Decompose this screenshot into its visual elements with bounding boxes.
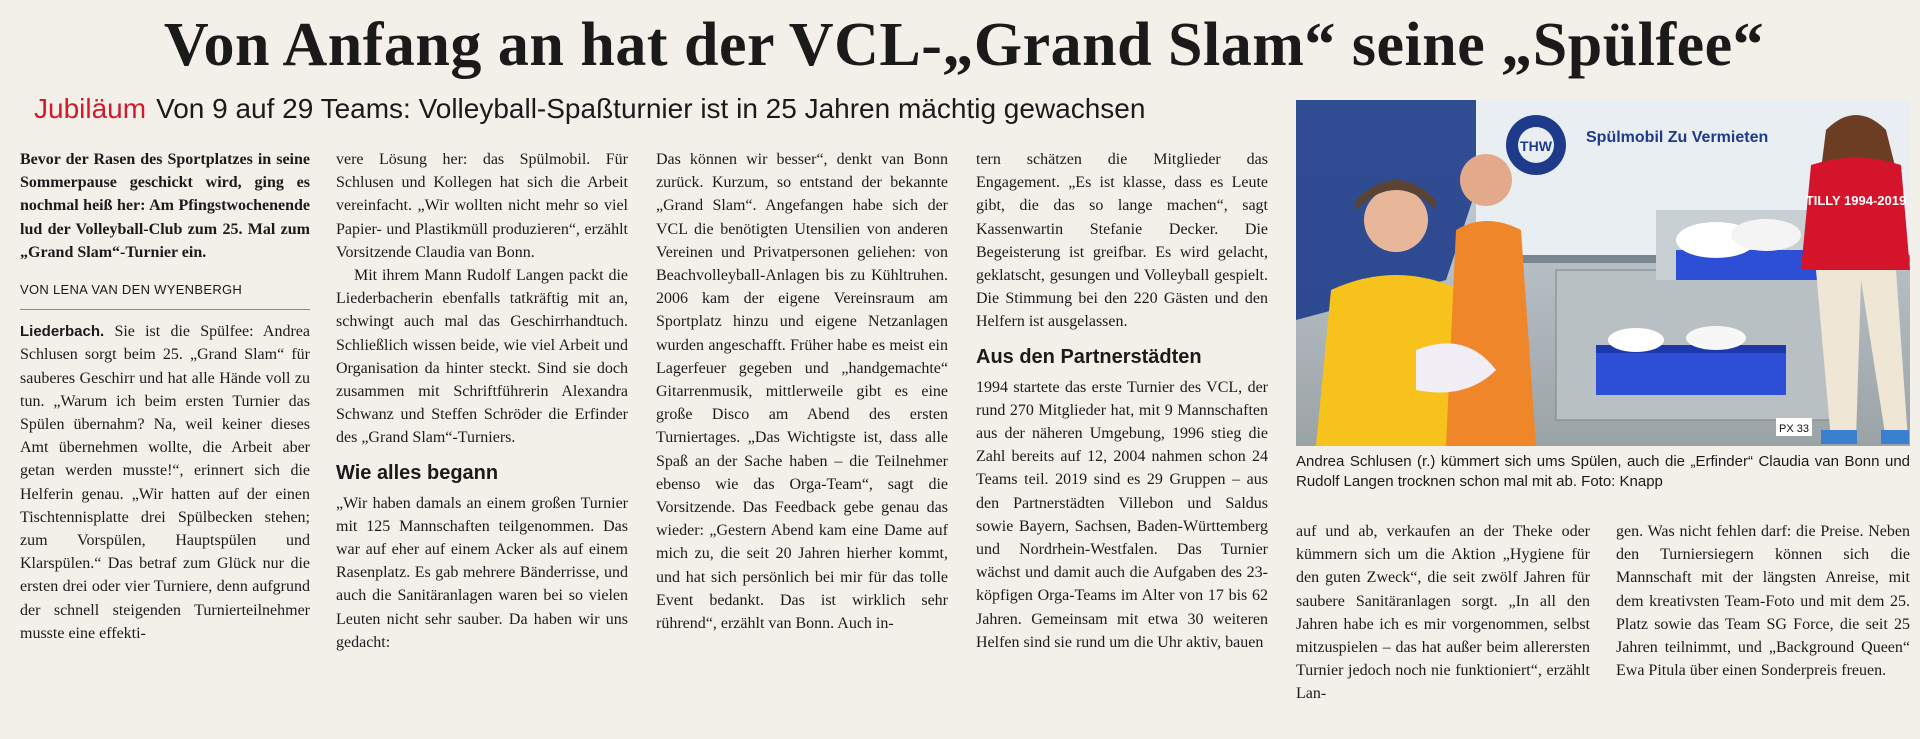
body-text: Sie ist die Spülfee: Andrea Schlusen sorgt beim 25. „Grand Slam“ für sauberes Geschirr und hat alle Hände voll zu tun. „Warum ich beim ersten Turnier das Spülen übernahm? Na, weil keiner dieses Amt übernehmen wollte, die Arbeit aber getan werden musste!“, erinnert sich die Helferin genau. „Wir hatten auf der einen Tischtennisplatte drei Spülbecken stehen; zum Vorspülen, Hauptspülen und Klarspülen.“ Das betraf zum Glück nur die ersten drei oder vier Turniere, denn aufgrund der schnell steigenden Turnierteilnehmer musste eine effekti- <box>20 323 310 642</box>
kicker: Jubiläum <box>34 93 147 124</box>
subline <box>34 92 1414 126</box>
body-paragraph: gen. Was nicht fehlen darf: die Preise. Neben den Turniersiegern können sich die Mannschaft mit der längsten Anreise, mit dem kreativsten Team-Foto und mit dem 25. Platz sowie das Team SG Force, die seit 25 Jahren teilnimmt, und „Background Queen“ Ewa Pitula über einen Sonderpreis freuen. <box>1616 523 1910 680</box>
subline-text: Von 9 auf 29 Teams: Volleyball-Spaßturnier ist in 25 Jahren mächtig gewachsen <box>156 93 1146 124</box>
body-paragraph: vere Lösung her: das Spülmobil. Für Schlusen und Kollegen hat sich die Arbeit vereinfacht. „Wir wollten nicht mehr so viel Papier- und Plastikmüll produzieren“, erzählt Vorsitzende Claudia van Bonn. <box>336 151 628 261</box>
column-3 <box>656 148 948 635</box>
lead-paragraph: Bevor der Rasen des Sportplatzes in seine Sommerpause geschickt wird, ging es nochmal heiß her: Am Pfingstwochenende lud der Volleyball-Club zum 25. Mal zum „Grand Slam“-Turnier ein. <box>20 151 310 261</box>
column-5 <box>1296 520 1590 706</box>
body-paragraph: auf und ab, verkaufen an der Theke oder kümmern sich um die Aktion „Hygiene für den guten Zweck“, die seit zwölf Jahren für saubere Sanitäranlagen sorgt. „In all den Jahren habe ich es mir vorgenommen, selbst mitzuspielen – das hat außer beim allerersten Turnier jedoch noch nie funktioniert“, erzählt Lan- <box>1296 523 1590 703</box>
news-photo <box>1296 100 1910 446</box>
body-paragraph <box>20 320 310 645</box>
dateline: Liederbach. <box>20 323 105 341</box>
photo-shirt-text: TILLY 1994-2019 <box>1805 193 1907 208</box>
column-2 <box>336 148 628 654</box>
body-paragraph: tern schätzen die Mitglieder das Engagement. „Es ist klasse, dass es Leute gibt, die das so lange machen“, sagt Kassenwartin Stefanie Decker. Die Begeisterung ist greifbar. Es wird gelacht, geklatscht, gesungen und Volleyball gespielt. Die Stimmung bei den 220 Gästen und den Helfern ist ausgelassen. <box>976 151 1268 331</box>
byline: VON LENA VAN DEN WYENBERGH <box>20 278 310 310</box>
headline: Von Anfang an hat der VCL-„Grand Slam“ seine „Spülfee“ <box>163 11 1765 79</box>
photo-illustration <box>1296 100 1910 446</box>
photo-sign-text: Spülmobil Zu Vermieten <box>1586 129 1769 146</box>
column-1 <box>20 148 310 645</box>
column-6 <box>1616 520 1910 682</box>
photo-caption <box>1296 452 1910 492</box>
column-4 <box>976 148 1268 654</box>
body-paragraph: 1994 startete das erste Turnier des VCL, der rund 270 Mitglieder hat, mit 9 Mannschaften aus der näheren Umgebung, 1996 stieg die Zahl bereits auf 12, 2004 nahmen schon 24 Teams teil. 2019 sind es 29 Gruppen – aus den Partnerstädten Villebon und Saldus sowie Bayern, Sachsen, Baden-Württemberg und Nordrhein-Westfalen. Das Turnier wächst und damit auch die Aufgaben des 23-köpfigen Orga-Teams im Alter von 17 bis 62 Jahren. Gemeinsam mit etwa 30 weiteren Helfen sind sie rund um die Uhr aktiv, bauen <box>976 378 1268 651</box>
body-paragraph: „Wir haben damals an einem großen Turnier mit 125 Mannschaften teilgenommen. Das war auf eher auf einem Acker als auf einem Rasenplatz. Es gab mehrere Bänderrisse, und auch die Sanitäranlagen waren bei so vielen Leuten nicht sehr sauber. Da haben wir uns gedacht: <box>336 494 628 651</box>
subheading: Wie alles begann <box>336 461 499 484</box>
photo-crate-label: PX 33 <box>1779 423 1809 435</box>
caption-text: Andrea Schlusen (r.) kümmert sich ums Spülen, auch die „Erfinder“ Claudia van Bonn und Rudolf Langen trocknen schon mal mit ab. <box>1296 453 1910 490</box>
svg-text:THW: THW <box>1520 138 1552 154</box>
subheading: Aus den Partnerstädten <box>976 345 1202 368</box>
body-paragraph: Das können wir besser“, denkt van Bonn zurück. Kurzum, so entstand der bekannte „Grand Slam“. Angefangen habe sich der VCL die benötigten Utensilien von anderen Vereinen und Privatpersonen geliehen: von Beachvolleyball-Anlagen bis zu Kühltruhen. 2006 kam der eigene Vereinsraum am Sportplatz hinzu und eigene Netzanlagen wurden angeschafft. Früher habe es meist ein Lagerfeuer gegeben und „handgemachte“ Gitarrenmusik, mittlerweile gibt es eine große Disco am Abend des ersten Turniertages. „Das Wichtigste ist, dass alle Spaß an der Sache haben – die Teilnehmer ebenso wie das Orga-Team“, sagt die Vorsitzende. Das Feedback gebe genau das wieder: „Gestern Abend kam eine Dame auf mich zu, die seit 20 Jahren hierher kommt, und hat sich persönlich bei mir für das tolle Event bedankt. Das ist wirklich sehr rührend“, erzählt van Bonn. Auch in- <box>656 151 948 633</box>
photo-credit: Foto: Knapp <box>1581 473 1663 490</box>
body-paragraph: Mit ihrem Mann Rudolf Langen packt die Liederbacherin ebenfalls tatkräftig mit an, schwingt auch mal das Geschirrhandtuch. Schließlich wissen beide, wie viel Arbeit und Organisation da hinter steckt. Sind sie doch zusammen mit Schriftführerin Alexandra Schwanz und Steffen Schröder die Erfinder des „Grand Slam“-Turniers. <box>336 267 628 447</box>
